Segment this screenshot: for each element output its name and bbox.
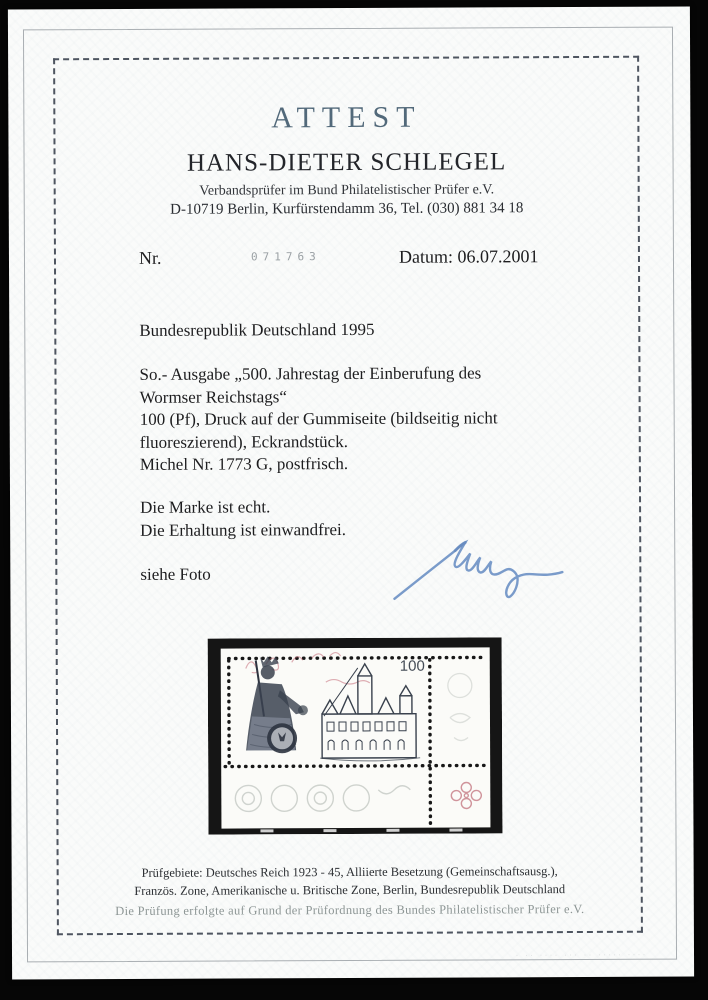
description-line: So.- Ausgabe „500. Jahrestag der Einberufung des	[139, 363, 482, 384]
finding-genuine: Die Marke ist echt.	[140, 497, 271, 517]
certificate-paper	[8, 7, 694, 980]
photo-reference: siehe Foto	[140, 564, 211, 584]
certificate-footer	[59, 863, 641, 920]
examiner-role: Verbandsprüfer im Bund Philatelistischer Prüfer e.V.	[199, 182, 495, 199]
number-date-row	[139, 246, 609, 274]
description-line: Michel Nr. 1773 G, postfrisch.	[139, 454, 349, 474]
finding-condition: Die Erhaltung ist einwandfrei.	[140, 519, 347, 540]
description-line: Wormser Reichstags“	[139, 386, 287, 407]
expert-findings	[140, 496, 346, 542]
description-line: 100 (Pf), Druck auf der Gummiseite (bildseitig nicht	[139, 408, 498, 429]
number-label: Nr.	[138, 247, 162, 268]
stamp-photo	[208, 637, 503, 834]
stamp-description	[139, 362, 497, 476]
country-year-line: Bundesrepublik Deutschland 1995	[139, 319, 375, 340]
date-value: 06.07.2001	[457, 246, 539, 267]
signature-ink	[391, 530, 581, 609]
examiner-signature	[391, 530, 581, 609]
examination-areas-line2: Französ. Zone, Amerikanische u. Britische Zone, Berlin, Bundesrepublik Deutschland	[134, 881, 566, 898]
examination-areas	[59, 863, 641, 901]
examination-rules-note: Die Prüfung erfolgte auf Grund der Prüfordnung des Bundes Philatelistischer Prüfer e.V.	[115, 901, 585, 919]
certificate-header	[55, 100, 638, 220]
number-stamped-value: 071763	[250, 250, 321, 264]
inner-dashed-border	[53, 56, 643, 936]
examination-areas-line1: Prüfgebiete: Deutsches Reich 1923 - 45, Alliierte Besetzung (Gemeinschaftsausg.),	[141, 864, 558, 880]
examiner-name: HANS-DIETER SCHLEGEL	[186, 148, 507, 177]
scan-artifact-microtext: · ·· ···· ··· ·· ····· ····	[516, 952, 649, 960]
date-label: Datum:	[398, 246, 454, 267]
certificate-title: ATTEST	[271, 100, 422, 135]
stamp-denomination: 100	[399, 657, 425, 675]
description-line: fluoreszierend), Eckrandstück.	[139, 431, 348, 452]
date-line	[399, 246, 539, 268]
examiner-address: D-10719 Berlin, Kurfürstendamm 36, Tel. (030) 881 34 18	[170, 200, 524, 218]
stamp-photo-image	[208, 637, 503, 834]
